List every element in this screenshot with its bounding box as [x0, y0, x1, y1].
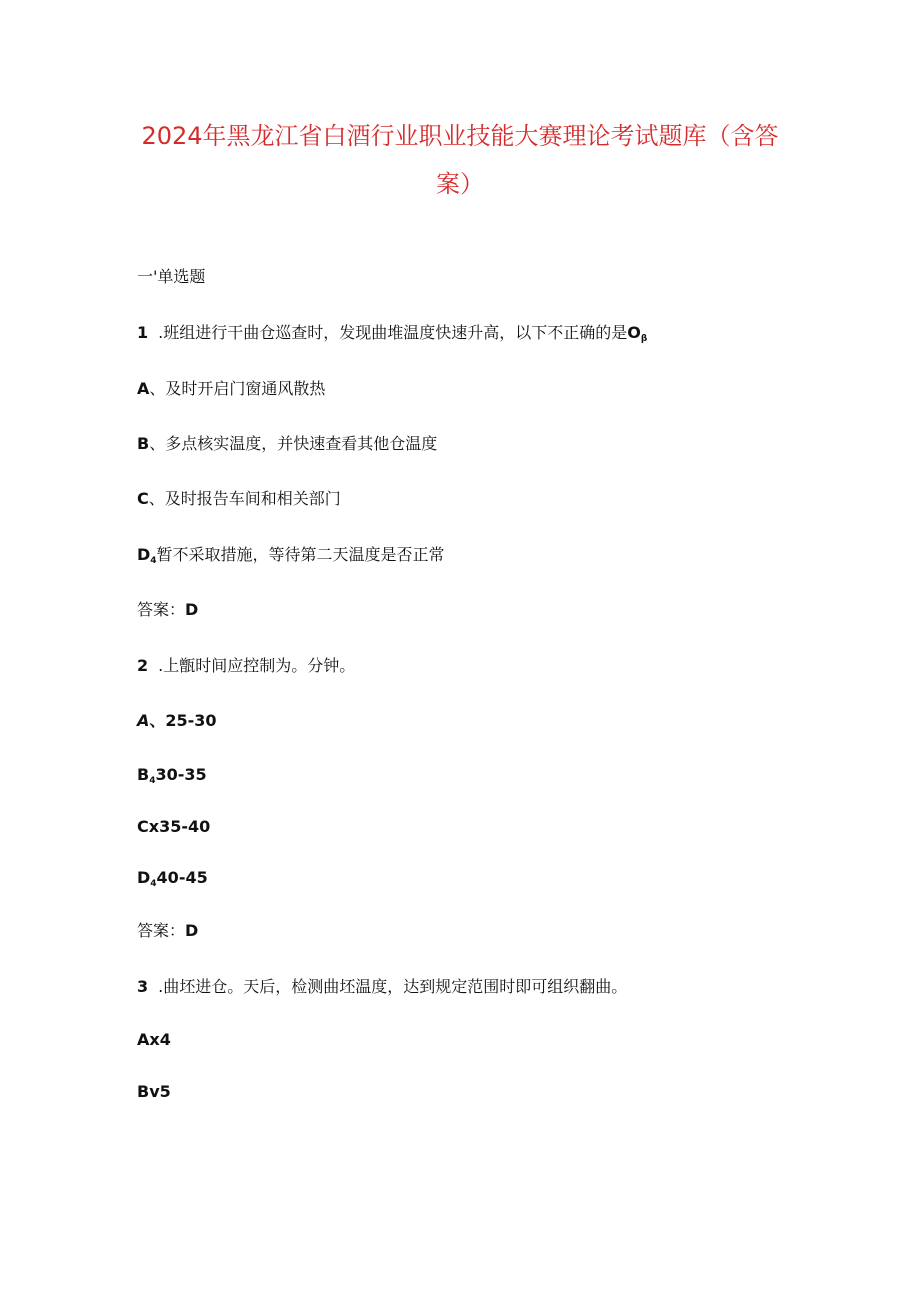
- answer-label: 答案：: [137, 600, 186, 619]
- question-text: .班组进行干曲仓巡查时，发现曲堆温度快速升高，以下不正确的是: [158, 323, 628, 342]
- answer-value: D: [185, 921, 199, 940]
- question-3: [137, 976, 627, 998]
- section-heading: 一'单选题: [137, 267, 206, 286]
- option-label-sub: 4: [150, 556, 157, 566]
- option-label: A: [137, 379, 150, 398]
- option-d: [137, 544, 445, 572]
- option-b: [137, 433, 437, 455]
- option-label: C: [137, 489, 149, 508]
- option-a: [137, 1029, 171, 1051]
- option-text: 、25-30: [149, 711, 217, 730]
- title-line-1: 2024年黑龙江省白酒行业职业技能大赛理论考试题库（含答: [141, 122, 779, 150]
- question-tail-sub: β: [640, 334, 648, 344]
- option-b: [137, 1081, 171, 1103]
- option-label-sub: 4: [149, 776, 156, 786]
- option-text: 40-45: [156, 868, 208, 887]
- question-tail: O: [627, 323, 641, 342]
- option-label: B: [137, 434, 150, 453]
- question-number: 1: [137, 323, 149, 342]
- question-number: 2: [137, 656, 149, 675]
- option-b: [137, 764, 207, 792]
- option-label-sub: 4: [150, 879, 157, 889]
- answer-1: [137, 599, 198, 621]
- question-number: 3: [137, 977, 149, 996]
- option-c: [137, 816, 210, 838]
- option-label: D: [137, 868, 151, 887]
- option-a: [137, 710, 217, 732]
- option-text: 、多点核实温度，并快速查看其他仓温度: [149, 434, 438, 453]
- option-text: 、及时报告车间和相关部门: [148, 489, 341, 508]
- question-1: [137, 322, 647, 350]
- answer-value: D: [185, 600, 199, 619]
- option-d: [137, 867, 208, 895]
- option-c: [137, 488, 341, 510]
- question-text: .上甑时间应控制为。分钟。: [158, 656, 356, 675]
- option-text: Cx35-40: [137, 817, 211, 836]
- option-a: [137, 378, 325, 400]
- option-text: 暂不采取措施，等待第二天温度是否正常: [156, 545, 445, 564]
- title-line-2: 案）: [436, 170, 484, 198]
- option-text: Bv5: [137, 1082, 171, 1101]
- option-text: 30-35: [155, 765, 207, 784]
- question-text: .曲坯进仓。天后，检测曲坯温度，达到规定范围时即可组织翻曲。: [158, 977, 628, 996]
- option-label: B: [137, 765, 150, 784]
- document-title: [120, 112, 800, 208]
- question-2: [137, 655, 355, 677]
- option-text: 、及时开启门窗通风散热: [149, 379, 326, 398]
- option-text: Ax4: [137, 1030, 171, 1049]
- answer-label: 答案：: [137, 921, 186, 940]
- option-label: A: [137, 711, 150, 730]
- answer-2: [137, 920, 198, 942]
- option-label: D: [137, 545, 151, 564]
